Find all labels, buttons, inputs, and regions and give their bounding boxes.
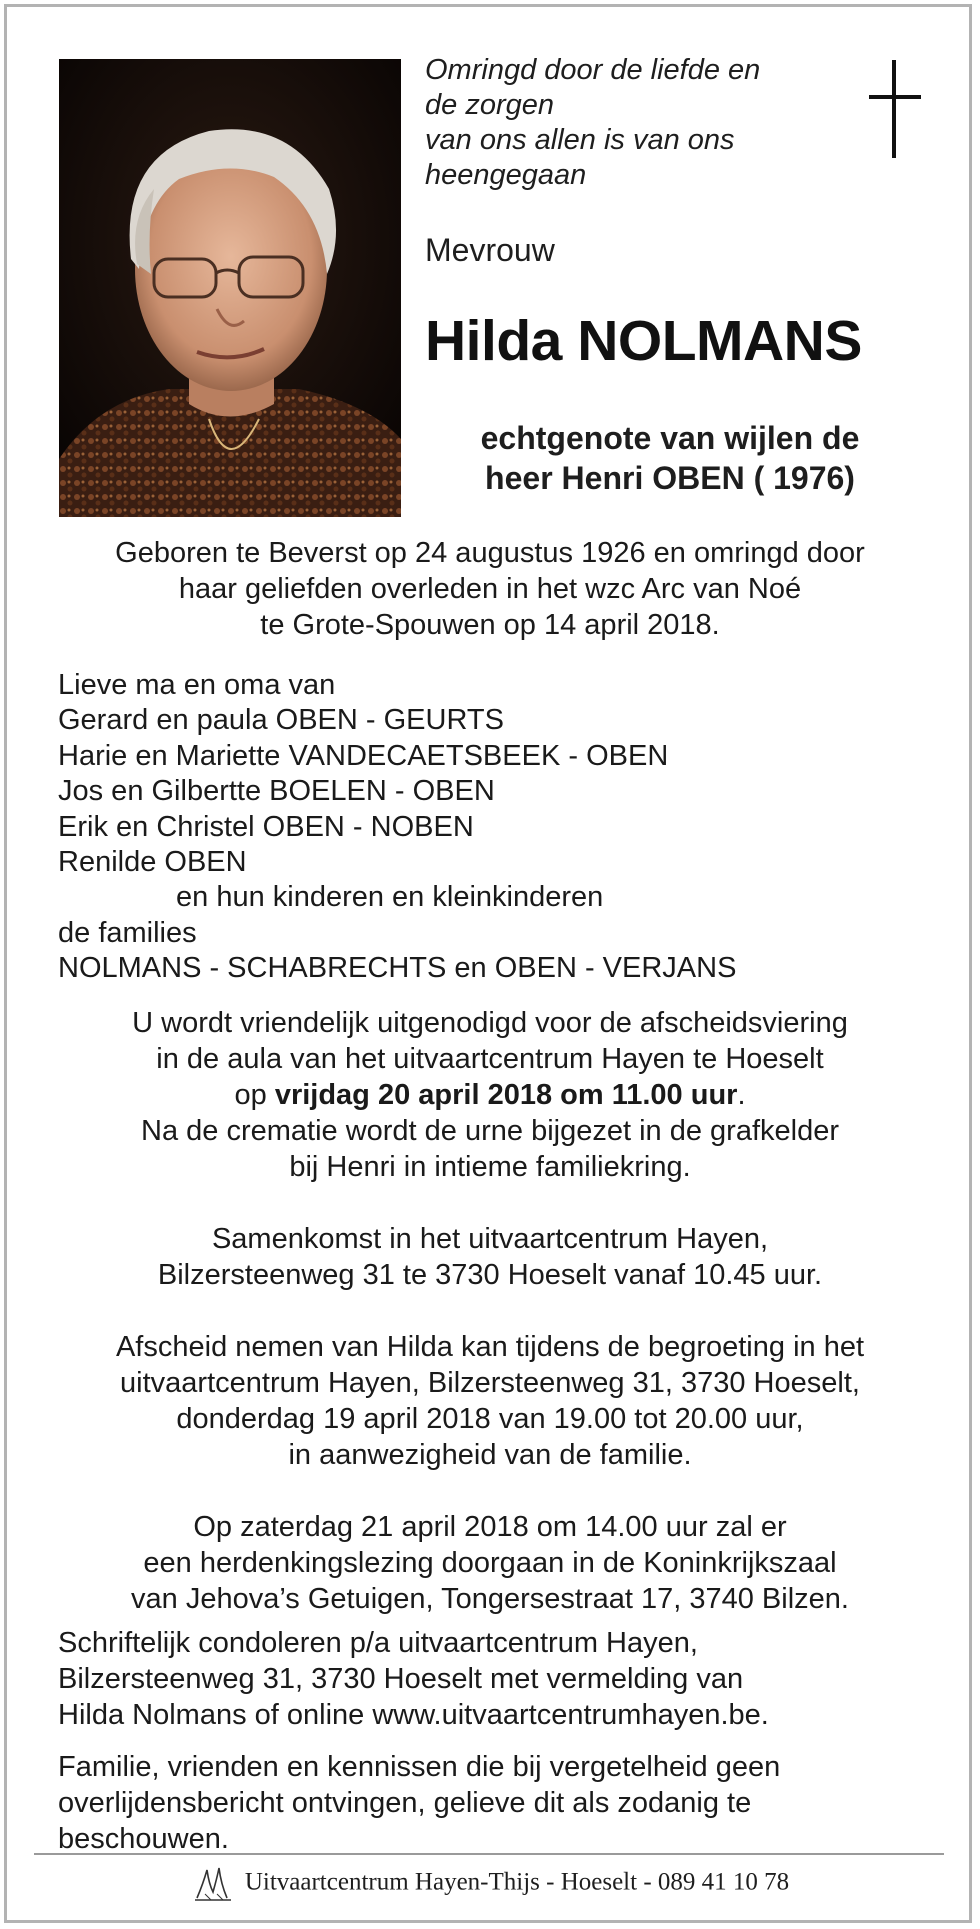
families-names: NOLMANS - SCHABRECHTS en OBEN - VERJANS [58,952,737,985]
deceased-name: Hilda NOLMANS [425,309,862,373]
born-line: te Grote-Spouwen op 14 april 2018. [260,609,720,641]
farewell-line: donderdag 19 april 2018 van 19.00 tot 20.00 uur, [176,1403,804,1435]
cross-icon [865,60,925,160]
portrait-image [59,59,401,517]
urn-line: Na de crematie wordt de urne bijgezet in de grafkelder [141,1115,839,1147]
gathering-line: Samenkomst in het uitvaartcentrum Hayen, [211,1223,769,1255]
farewell-line: uitvaartcentrum Hayen, Bilzersteenweg 31, 3730 Hoeselt, [120,1367,860,1399]
spouse-info [430,418,910,498]
urn-line: bij Henri in intieme familiekring. [289,1151,691,1183]
invite-line: in de aula van het uitvaartcentrum Hayen te Hoeselt [156,1043,824,1075]
spouse-line: heer Henri OBEN ( 1976) [485,460,855,496]
invite-line: U wordt vriendelijk uitgenodigd voor de afscheidsviering [132,1007,848,1039]
farewell-line: in aanwezigheid van de familie. [288,1439,692,1471]
family-member: Harie en Mariette VANDECAETSBEEK - OBEN [58,739,669,772]
condolence-line: Schriftelijk condoleren p/a uitvaartcentrum Hayen, [58,1627,698,1659]
memorial-line: een herdenkingslezing doorgaan in de Koninkrijkszaal [143,1547,837,1579]
birth-death-info [40,535,940,643]
memorial-line: Op zaterdag 21 april 2018 om 14.00 uur zal er [193,1511,787,1543]
farewell-line: Afscheid nemen van Hilda kan tijdens de begroeting in het [115,1331,865,1363]
spouse-line: echtgenote van wijlen de [480,420,860,456]
family-heading: Lieve ma en oma van [58,669,336,701]
intro-line: van ons allen is van ons [425,124,735,156]
invite-line-date [40,1077,940,1113]
intro-line: de zorgen [425,89,554,121]
born-line: Geboren te Beverst op 24 augustus 1926 en omringd door [115,537,865,569]
family-member: Jos en Gilbertte BOELEN - OBEN [58,775,495,808]
family-list [58,668,938,987]
family-member: Erik en Christel OBEN - NOBEN [58,810,474,843]
footer [0,1864,980,1904]
notice-info [58,1749,938,1857]
born-line: haar geliefden overleden in het wzc Arc van Noé [178,573,802,605]
spacer [40,1293,940,1329]
honorific: Mevrouw [425,232,555,268]
notice-line: beschouwen. [58,1823,229,1855]
intro-text [425,53,845,193]
footer-divider [34,1853,944,1855]
family-member: Gerard en paula OBEN - GEURTS [58,704,504,737]
notice-line: Familie, vrienden en kennissen die bij vergetelheid geen [58,1751,781,1783]
spacer [40,1473,940,1509]
families-label: de families [58,916,197,949]
funeral-home-logo-icon [191,1864,235,1904]
ceremony-datetime: vrijdag 20 april 2018 om 11.00 uur [274,1079,738,1111]
portrait-photo [59,59,401,517]
invite-prefix: op [234,1079,275,1111]
condolence-line: Bilzersteenweg 31, 3730 Hoeselt met vermelding van [58,1663,744,1695]
intro-line: heengegaan [425,159,587,191]
intro-line: Omringd door de liefde en [425,54,761,86]
condolences-info [58,1625,938,1733]
grandchildren-line: en hun kinderen en kleinkinderen [176,881,604,914]
ceremony-info [40,1005,940,1617]
family-member: Renilde OBEN [58,846,247,879]
footer-text: Uitvaartcentrum Hayen-Thijs - Hoeselt - 089 41 10 78 [244,1868,790,1896]
notice-line: overlijdensbericht ontvingen, gelieve dit als zodanig te [58,1787,752,1819]
memorial-line: van Jehova’s Getuigen, Tongersestraat 17, 3740 Bilzen. [131,1583,849,1615]
spacer [40,1185,940,1221]
gathering-line: Bilzersteenweg 31 te 3730 Hoeselt vanaf 10.45 uur. [157,1259,823,1291]
invite-suffix: . [737,1079,746,1111]
condolence-line: Hilda Nolmans of online www.uitvaartcentrumhayen.be. [58,1699,769,1731]
